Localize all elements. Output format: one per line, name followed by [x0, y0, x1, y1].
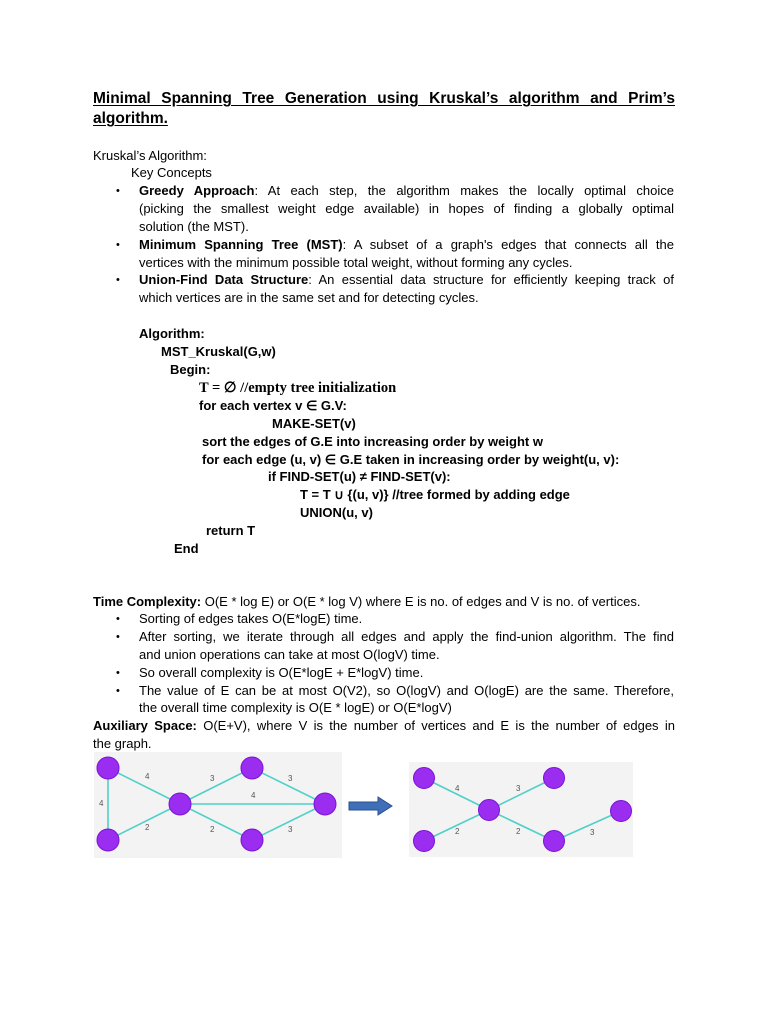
edge-weight-label: 3 — [516, 784, 521, 793]
algorithm-union: UNION(u, v) — [300, 505, 373, 520]
graph-node — [414, 831, 435, 852]
edge-weight-label: 2 — [516, 827, 521, 836]
complexity-point-overall: So overall complexity is O(E*logE + E*logV) time. — [139, 665, 424, 680]
graph-node — [479, 800, 500, 821]
page-title: Minimal Spanning Tree Generation using Kruskal’s algorithm and Prim’s — [93, 90, 675, 107]
transform-arrow-icon — [348, 796, 394, 816]
edge-weight-label: 4 — [99, 799, 104, 808]
edge-weight-label: 4 — [455, 784, 460, 793]
graph-node — [414, 768, 435, 789]
algorithm-for-edge: for each edge (u, v) ∈ G.E taken in increasing order by weight(u, v): — [202, 452, 620, 467]
time-complexity-line: Time Complexity: O(E * log E) or O(E * log V) where E is no. of edges and V is no. of vertices. — [93, 594, 641, 609]
edge-weight-label: 3 — [288, 774, 293, 783]
bullet-marker: • — [116, 239, 120, 251]
algorithm-heading: Algorithm: — [139, 326, 205, 341]
graph-node — [241, 829, 263, 851]
graph-node — [611, 801, 632, 822]
subheading-key-concepts: Key Concepts — [131, 165, 212, 180]
complexity-point-bound-line2: the overall time complexity is O(E * logE) or O(E*logV) — [139, 700, 452, 715]
graph-node — [97, 829, 119, 851]
algorithm-signature: MST_Kruskal(G,w) — [161, 344, 276, 359]
edge-weight-label: 2 — [455, 827, 460, 836]
algorithm-begin: Begin: — [170, 362, 211, 377]
bullet-marker: • — [116, 274, 120, 286]
graph-node — [169, 793, 191, 815]
graph-node — [314, 793, 336, 815]
edge-weight-label: 2 — [145, 823, 150, 832]
bullet-marker: • — [116, 667, 120, 679]
bullet-marker: • — [116, 685, 120, 697]
figure-background — [409, 762, 633, 857]
concept-mst-line1: Minimum Spanning Tree (MST): A subset of a graph's edges that connects all the — [139, 237, 674, 252]
concept-greedy-line3: solution (the MST). — [139, 219, 249, 234]
concept-union-find-line2: which vertices are in the same set and for detecting cycles. — [139, 290, 479, 305]
figure-background — [94, 752, 342, 858]
edge-weight-label: 3 — [210, 774, 215, 783]
edge-weight-label: 4 — [145, 772, 150, 781]
bullet-marker: • — [116, 185, 120, 197]
algorithm-make-set: MAKE-SET(v) — [272, 416, 356, 431]
edge-weight-label: 3 — [590, 828, 595, 837]
concept-greedy-line1: Greedy Approach: At each step, the algorithm makes the locally optimal choice — [139, 183, 674, 198]
graph-node — [241, 757, 263, 779]
concept-greedy-line2: (picking the smallest weight edge available) in hopes of finding a globally optimal — [139, 201, 674, 216]
complexity-point-iterate-line1: After sorting, we iterate through all edges and apply the find-union algorithm. The find — [139, 629, 674, 644]
algorithm-sort-edges: sort the edges of G.E into increasing order by weight w — [202, 434, 543, 449]
graph-node — [544, 768, 565, 789]
graph-original-figure — [94, 752, 342, 858]
algorithm-end: End — [174, 541, 199, 556]
auxiliary-space-line1: Auxiliary Space: O(E+V), where V is the number of vertices and E is the number of edges in — [93, 718, 675, 733]
algorithm-init: T = ∅ //empty tree initialization — [199, 380, 397, 396]
algorithm-for-vertex: for each vertex v ∈ G.V: — [199, 398, 347, 413]
complexity-point-sorting: Sorting of edges takes O(E*logE) time. — [139, 611, 363, 626]
complexity-point-iterate-line2: and union operations can take at most O(logV) time. — [139, 647, 440, 662]
complexity-point-bound-line1: The value of E can be at most O(V2), so O(logV) and O(logE) are the same. Therefore, — [139, 683, 674, 698]
concept-union-find-line1: Union-Find Data Structure: An essential data structure for efficiently keeping track of — [139, 272, 674, 287]
graph-mst-figure — [409, 762, 633, 857]
edge-weight-label: 4 — [251, 791, 256, 800]
graph-node — [544, 831, 565, 852]
bullet-marker: • — [116, 631, 120, 643]
algorithm-add-edge: T = T ∪ {(u, v)} //tree formed by adding edge — [300, 487, 570, 502]
graph-node — [97, 757, 119, 779]
edge-weight-label: 2 — [210, 825, 215, 834]
bullet-marker: • — [116, 613, 120, 625]
page-title-continued: algorithm. — [93, 110, 168, 127]
section-heading-kruskal: Kruskal’s Algorithm: — [93, 148, 207, 163]
edge-weight-label: 3 — [288, 825, 293, 834]
algorithm-if-find-set: if FIND-SET(u) ≠ FIND-SET(v): — [268, 469, 451, 484]
auxiliary-space-line2: the graph. — [93, 736, 152, 751]
concept-mst-line2: vertices with the minimum possible total weight, without forming any cycles. — [139, 255, 573, 270]
algorithm-return: return T — [206, 523, 256, 538]
